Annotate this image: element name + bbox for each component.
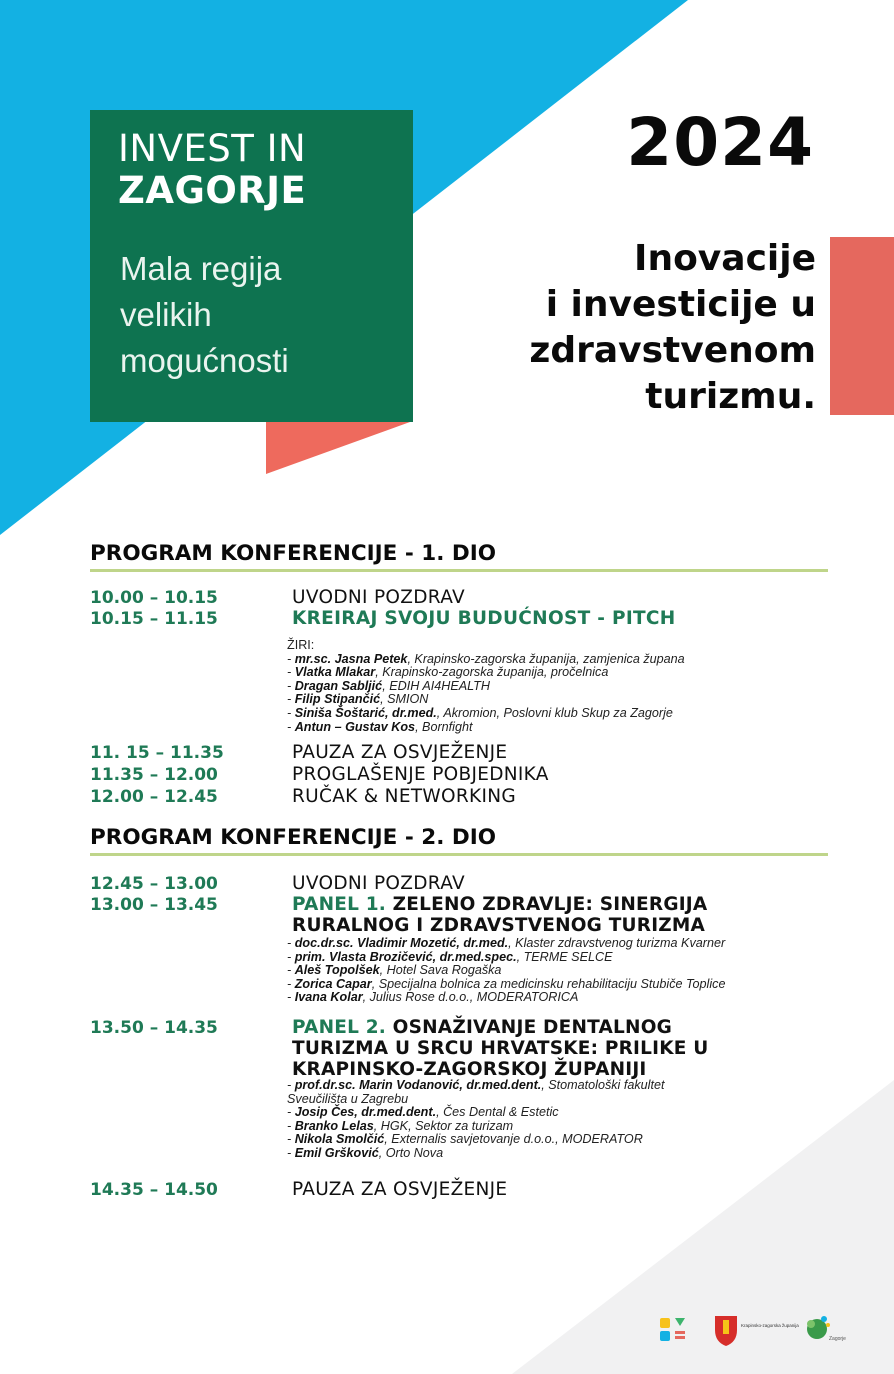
list-item: - prim. Vlasta Brozičević, dr.med.spec., TERME SELCE	[287, 949, 613, 964]
headline-line-3: zdravstvenom	[529, 330, 816, 371]
row-time: 11. 15 – 11.35	[90, 743, 224, 763]
row-time: 14.35 – 14.50	[90, 1180, 218, 1200]
list-item: - mr.sc. Jasna Petek, Krapinsko-zagorska županija, zamjenica župana	[287, 651, 685, 666]
row-label: UVODNI POZDRAV	[292, 587, 465, 608]
brand-title	[118, 128, 306, 212]
row-label: UVODNI POZDRAV	[292, 873, 465, 894]
panel-2-title: PANEL 2. OSNAŽIVANJE DENTALNOG TURIZMA U SRCU HRVATSKE: PRILIKE U KRAPINSKO-ZAGORSKOJ ŽUPANIJI	[292, 1017, 709, 1080]
row-label: RUČAK & NETWORKING	[292, 786, 516, 807]
list-item: - doc.dr.sc. Vladimir Mozetić, dr.med., Klaster zdravstvenog turizma Kvarner	[287, 936, 726, 950]
list-item: Sveučilišta u Zagrebu	[287, 1091, 409, 1106]
headline-line-1: Inovacije	[634, 238, 816, 279]
schedule-row	[90, 787, 830, 809]
row-time: 13.00 – 13.45	[90, 895, 218, 915]
section-title-part-1: PROGRAM KONFERENCIJE - 1. DIO	[90, 541, 496, 566]
row-time: 10.15 – 11.15	[90, 609, 218, 629]
row-time: 11.35 – 12.00	[90, 765, 218, 785]
zagorje-label: Zagorje	[829, 1336, 846, 1342]
headline-line-2: i investicije u	[545, 284, 816, 325]
list-item: - Ivana Kolar, Julius Rose d.o.o., MODERATORICA	[287, 990, 579, 1005]
list-item: - Siniša Šoštarić, dr.med., Akromion, Poslovni klub Skup za Zagorje	[287, 705, 673, 720]
schedule-row	[90, 765, 830, 787]
brand-box	[90, 110, 413, 422]
list-item: - Vlatka Mlakar, Krapinsko-zagorska županija, pročelnica	[287, 665, 609, 680]
list-item: - Antun – Gustav Kos, Bornfight	[287, 719, 473, 734]
jury-list	[287, 639, 685, 734]
year: 2024	[626, 104, 814, 181]
row-label: PROGLAŠENJE POBJEDNIKA	[292, 764, 549, 785]
list-item: - Branko Lelas, HGK, Sektor za turizam	[287, 1118, 514, 1133]
row-time: 13.50 – 14.35	[90, 1018, 218, 1038]
list-item: - Emil Gršković, Orto Nova	[287, 1145, 444, 1160]
tagline-line-2: velikih	[120, 296, 212, 333]
list-item: - Nikola Smolčić, Externalis savjetovanje d.o.o., MODERATOR	[287, 1132, 643, 1147]
schedule-row	[90, 743, 830, 765]
section-rule-2	[90, 853, 828, 856]
panel-1-prefix: PANEL 1.	[292, 894, 387, 915]
schedule-row	[90, 874, 830, 896]
schedule-row	[90, 1180, 830, 1202]
coral-triangle	[266, 422, 410, 474]
row-label: PAUZA ZA OSVJEŽENJE	[292, 742, 508, 763]
list-item: - Josip Čes, dr.med.dent., Čes Dental & Estetic	[287, 1105, 559, 1120]
row-label-pitch: KREIRAJ SVOJU BUDUĆNOST - PITCH	[292, 608, 676, 629]
list-item: - Filip Stipančić, SMION	[287, 692, 429, 707]
jury-label: ŽIRI:	[287, 638, 315, 652]
county-coat-of-arms-icon	[715, 1316, 737, 1346]
headline-line-4: turizmu.	[645, 376, 816, 417]
section-title-part-2: PROGRAM KONFERENCIJE - 2. DIO	[90, 825, 496, 850]
panel-1-speakers	[287, 937, 725, 1005]
tagline-line-1: Mala regija	[120, 250, 282, 287]
zagorje-tourism-logo-icon	[807, 1316, 830, 1339]
row-time: 12.00 – 12.45	[90, 787, 218, 807]
brand-line-1: INVEST IN	[118, 127, 307, 170]
row-time: 12.45 – 13.00	[90, 874, 218, 894]
schedule-row	[90, 609, 830, 631]
schedule-row	[90, 588, 830, 610]
list-item: - Zorica Capar, Specijalna bolnica za medicinsku rehabilitaciju Stubiče Toplice	[287, 976, 726, 991]
panel-1-title: PANEL 1. ZELENO ZDRAVLJE: SINERGIJA RURALNOG I ZDRAVSTVENOG TURIZMA	[292, 894, 708, 936]
headline	[529, 236, 816, 420]
list-item: - Aleš Topolšek, Hotel Sava Rogaška	[287, 963, 502, 978]
brand-line-2: ZAGORJE	[118, 169, 307, 212]
list-item: - prof.dr.sc. Marin Vodanović, dr.med.dent., Stomatološki fakultet	[287, 1078, 665, 1092]
panel-2-prefix: PANEL 2.	[292, 1017, 387, 1038]
panel-2-speakers	[287, 1079, 664, 1161]
footer-logos	[657, 1310, 857, 1350]
brand-tagline	[120, 246, 289, 384]
county-label: Krapinsko-zagorska županija	[741, 1323, 799, 1328]
section-rule-1	[90, 569, 828, 572]
tagline-line-3: mogućnosti	[120, 342, 289, 379]
invest-zagorje-logo-icon	[660, 1318, 685, 1341]
row-label: PAUZA ZA OSVJEŽENJE	[292, 1179, 508, 1200]
list-item: - Dragan Sabljić, EDIH AI4HEALTH	[287, 678, 490, 693]
coral-bar	[830, 237, 894, 415]
row-time: 10.00 – 10.15	[90, 588, 218, 608]
